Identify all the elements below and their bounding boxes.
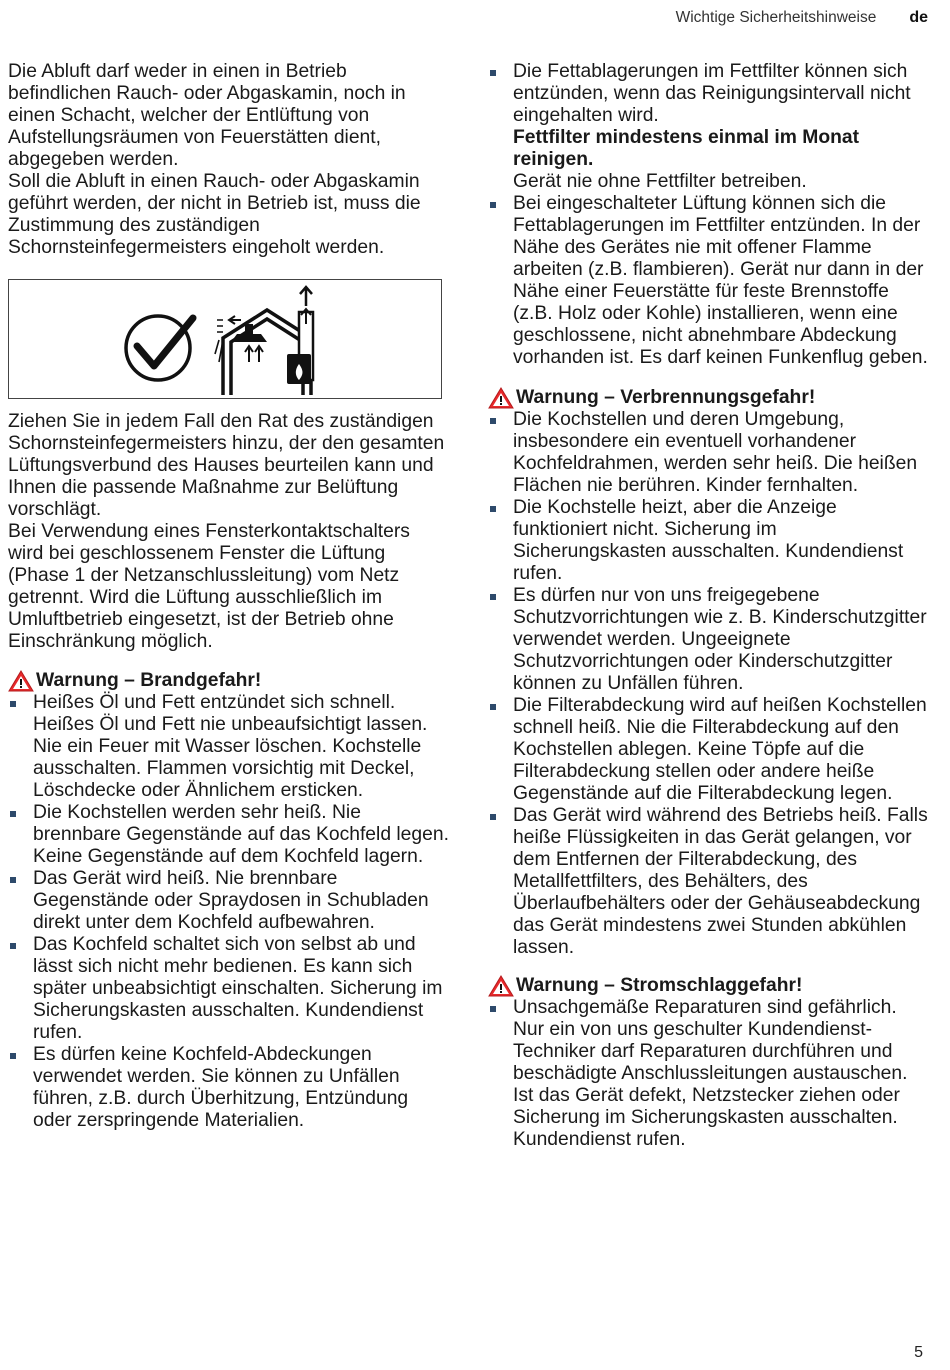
list-item: Die Filterabdeckung wird auf heißen Kochstellen schnell heiß. Nie die Filterabdeckung auf den Kochstellen ablegen. Keine Töpfe auf die Filterabdeckung stellen oder andere heiße Gegenstände auf die Filterabdeckung legen. xyxy=(488,695,928,805)
list-item: Es dürfen keine Kochfeld-Abdeckungen verwendet werden. Sie können zu Unfällen führen, z.B. durch Überhitzung, Entzündung oder zerspringende Materialien. xyxy=(8,1044,450,1132)
list-item-text: Die Fettablagerungen im Fettfilter können sich entzünden, wenn das Reinigungsintervall nicht eingehalten wird. xyxy=(513,61,911,126)
page-number: 5 xyxy=(914,1344,923,1361)
warning-title: Warnung – Brandgefahr! xyxy=(36,670,262,691)
warning-heading xyxy=(8,670,450,692)
warning-title: Warnung – Stromschlaggefahr! xyxy=(516,975,803,996)
list-item: Unsachgemäße Reparaturen sind gefährlich. Nur ein von uns geschulter Kundendienst-Techniker darf Reparaturen durchführen und beschädigte Anschlussleitungen austauschen. Ist das Gerät defekt, Netzstecker ziehen oder Sicherung im Sicherungskasten ausschalten. Kundendienst rufen. xyxy=(488,997,928,1151)
list-item xyxy=(488,61,928,193)
paragraph: Soll die Abluft in einen Rauch- oder Abgaskamin geführt werden, der nicht in Betrieb ist, muss die Zustimmung des zuständigen Schornsteinfegermeisters eingeholt werden. xyxy=(8,171,421,258)
ventilation-figure xyxy=(8,279,442,399)
paragraph: Ziehen Sie in jedem Fall den Rat des zuständigen Schornsteinfegermeisters hinzu, der den gesamten Lüftungsverbund des Hauses beurteilen kann und Ihnen die passende Maßnahme zur Belüftung vorschlägt. xyxy=(8,411,445,520)
warning-heading xyxy=(488,387,928,409)
fire-warning-list-continued xyxy=(488,61,928,369)
house-ventilation-illustration xyxy=(9,280,441,398)
list-item: Die Kochstelle heizt, aber die Anzeige funktioniert nicht. Sicherung im Sicherungskasten ausschalten. Kundendienst rufen. xyxy=(488,497,928,585)
warning-triangle-icon xyxy=(488,975,514,997)
warning-triangle-icon xyxy=(488,387,514,409)
fire-warning-list xyxy=(8,692,450,1132)
language-tag: de xyxy=(909,9,928,26)
warning-title: Warnung – Verbrennungsgefahr! xyxy=(516,387,816,408)
burn-warning-list xyxy=(488,409,928,959)
list-item: Die Kochstellen und deren Umgebung, insbesondere ein eventuell vorhandener Kochfeldrahmen, werden sehr heiß. Die heißen Flächen nie berühren. Kinder fernhalten. xyxy=(488,409,928,497)
list-item: Das Gerät wird heiß. Nie brennbare Gegenstände oder Spraydosen in Schubladen direkt unter dem Kochfeld aufbewahren. xyxy=(8,868,450,934)
section-title: Wichtige Sicherheitshinweise xyxy=(675,9,877,26)
check-circle-icon xyxy=(126,316,193,380)
list-item: Das Gerät wird während des Betriebs heiß. Falls heiße Flüssigkeiten in das Gerät gelangen, vor dem Entfernen der Filterabdeckung, des Metallfettfilters, des Behälters, des Überlaufbehälters oder der Gehäuseabdeckung das Gerät mindestens zwei Stunden abkühlen lassen. xyxy=(488,805,928,959)
list-item: Die Kochstellen werden sehr heiß. Nie brennbare Gegenstände auf das Kochfeld legen. Keine Gegenstände auf dem Kochfeld lagern. xyxy=(8,802,450,868)
page-header xyxy=(676,9,928,27)
warning-triangle-icon xyxy=(8,670,34,692)
list-item-emphasis: Fettfilter mindestens einmal im Monat reinigen. xyxy=(513,127,860,170)
paragraph: Die Abluft darf weder in einen in Betrieb befindlichen Rauch- oder Abgaskamin, noch in einen Schacht, welcher der Entlüftung von Aufstellungsräumen von Feuerstätten dient, abgegeben werden. xyxy=(8,61,406,170)
warning-heading xyxy=(488,975,928,997)
paragraph: Bei Verwendung eines Fensterkontaktschalters wird bei geschlossenem Fenster die Lüftung (Phase 1 der Netzanschlussleitung) vom Netz getrennt. Wird die Lüftung ausschließlich im Umluftbetrieb eingesetzt, ist der Betrieb ohne Einschränkung möglich. xyxy=(8,521,410,652)
shock-warning-list xyxy=(488,997,928,1151)
list-item-text: Gerät nie ohne Fettfilter betreiben. xyxy=(513,171,807,192)
list-item: Es dürfen nur von uns freigegebene Schutzvorrichtungen wie z. B. Kinderschutzgitter verwendet werden. Ungeeignete Schutzvorrichtungen oder Kinderschutzgitter können zu Unfällen führen. xyxy=(488,585,928,695)
left-column xyxy=(8,61,450,1132)
list-item: Das Kochfeld schaltet sich von selbst ab und lässt sich nicht mehr bedienen. Es kann sich später unbeabsichtigt einschalten. Sicherung im Sicherungskasten ausschalten. Kundendienst rufen. xyxy=(8,934,450,1044)
list-item: Bei eingeschalteter Lüftung können sich die Fettablagerungen im Fettfilter entzünden. In der Nähe des Gerätes nie mit offener Flamme arbeiten (z.B. flambieren). Gerät nur dann in der Nähe einer Feuerstätte für feste Brennstoffe (z.B. Holz oder Kohle) installieren, wenn eine geschlossene, nicht abnehmbare Abdeckung vorhanden ist. Es darf keinen Funkenflug geben. xyxy=(488,193,928,369)
right-column xyxy=(488,61,928,1151)
list-item: Heißes Öl und Fett entzündet sich schnell. Heißes Öl und Fett nie unbeaufsichtigt lassen. Nie ein Feuer mit Wasser löschen. Kochstelle ausschalten. Flammen vorsichtig mit Deckel, Löschdecke oder Ähnlichem ersticken. xyxy=(8,692,450,802)
